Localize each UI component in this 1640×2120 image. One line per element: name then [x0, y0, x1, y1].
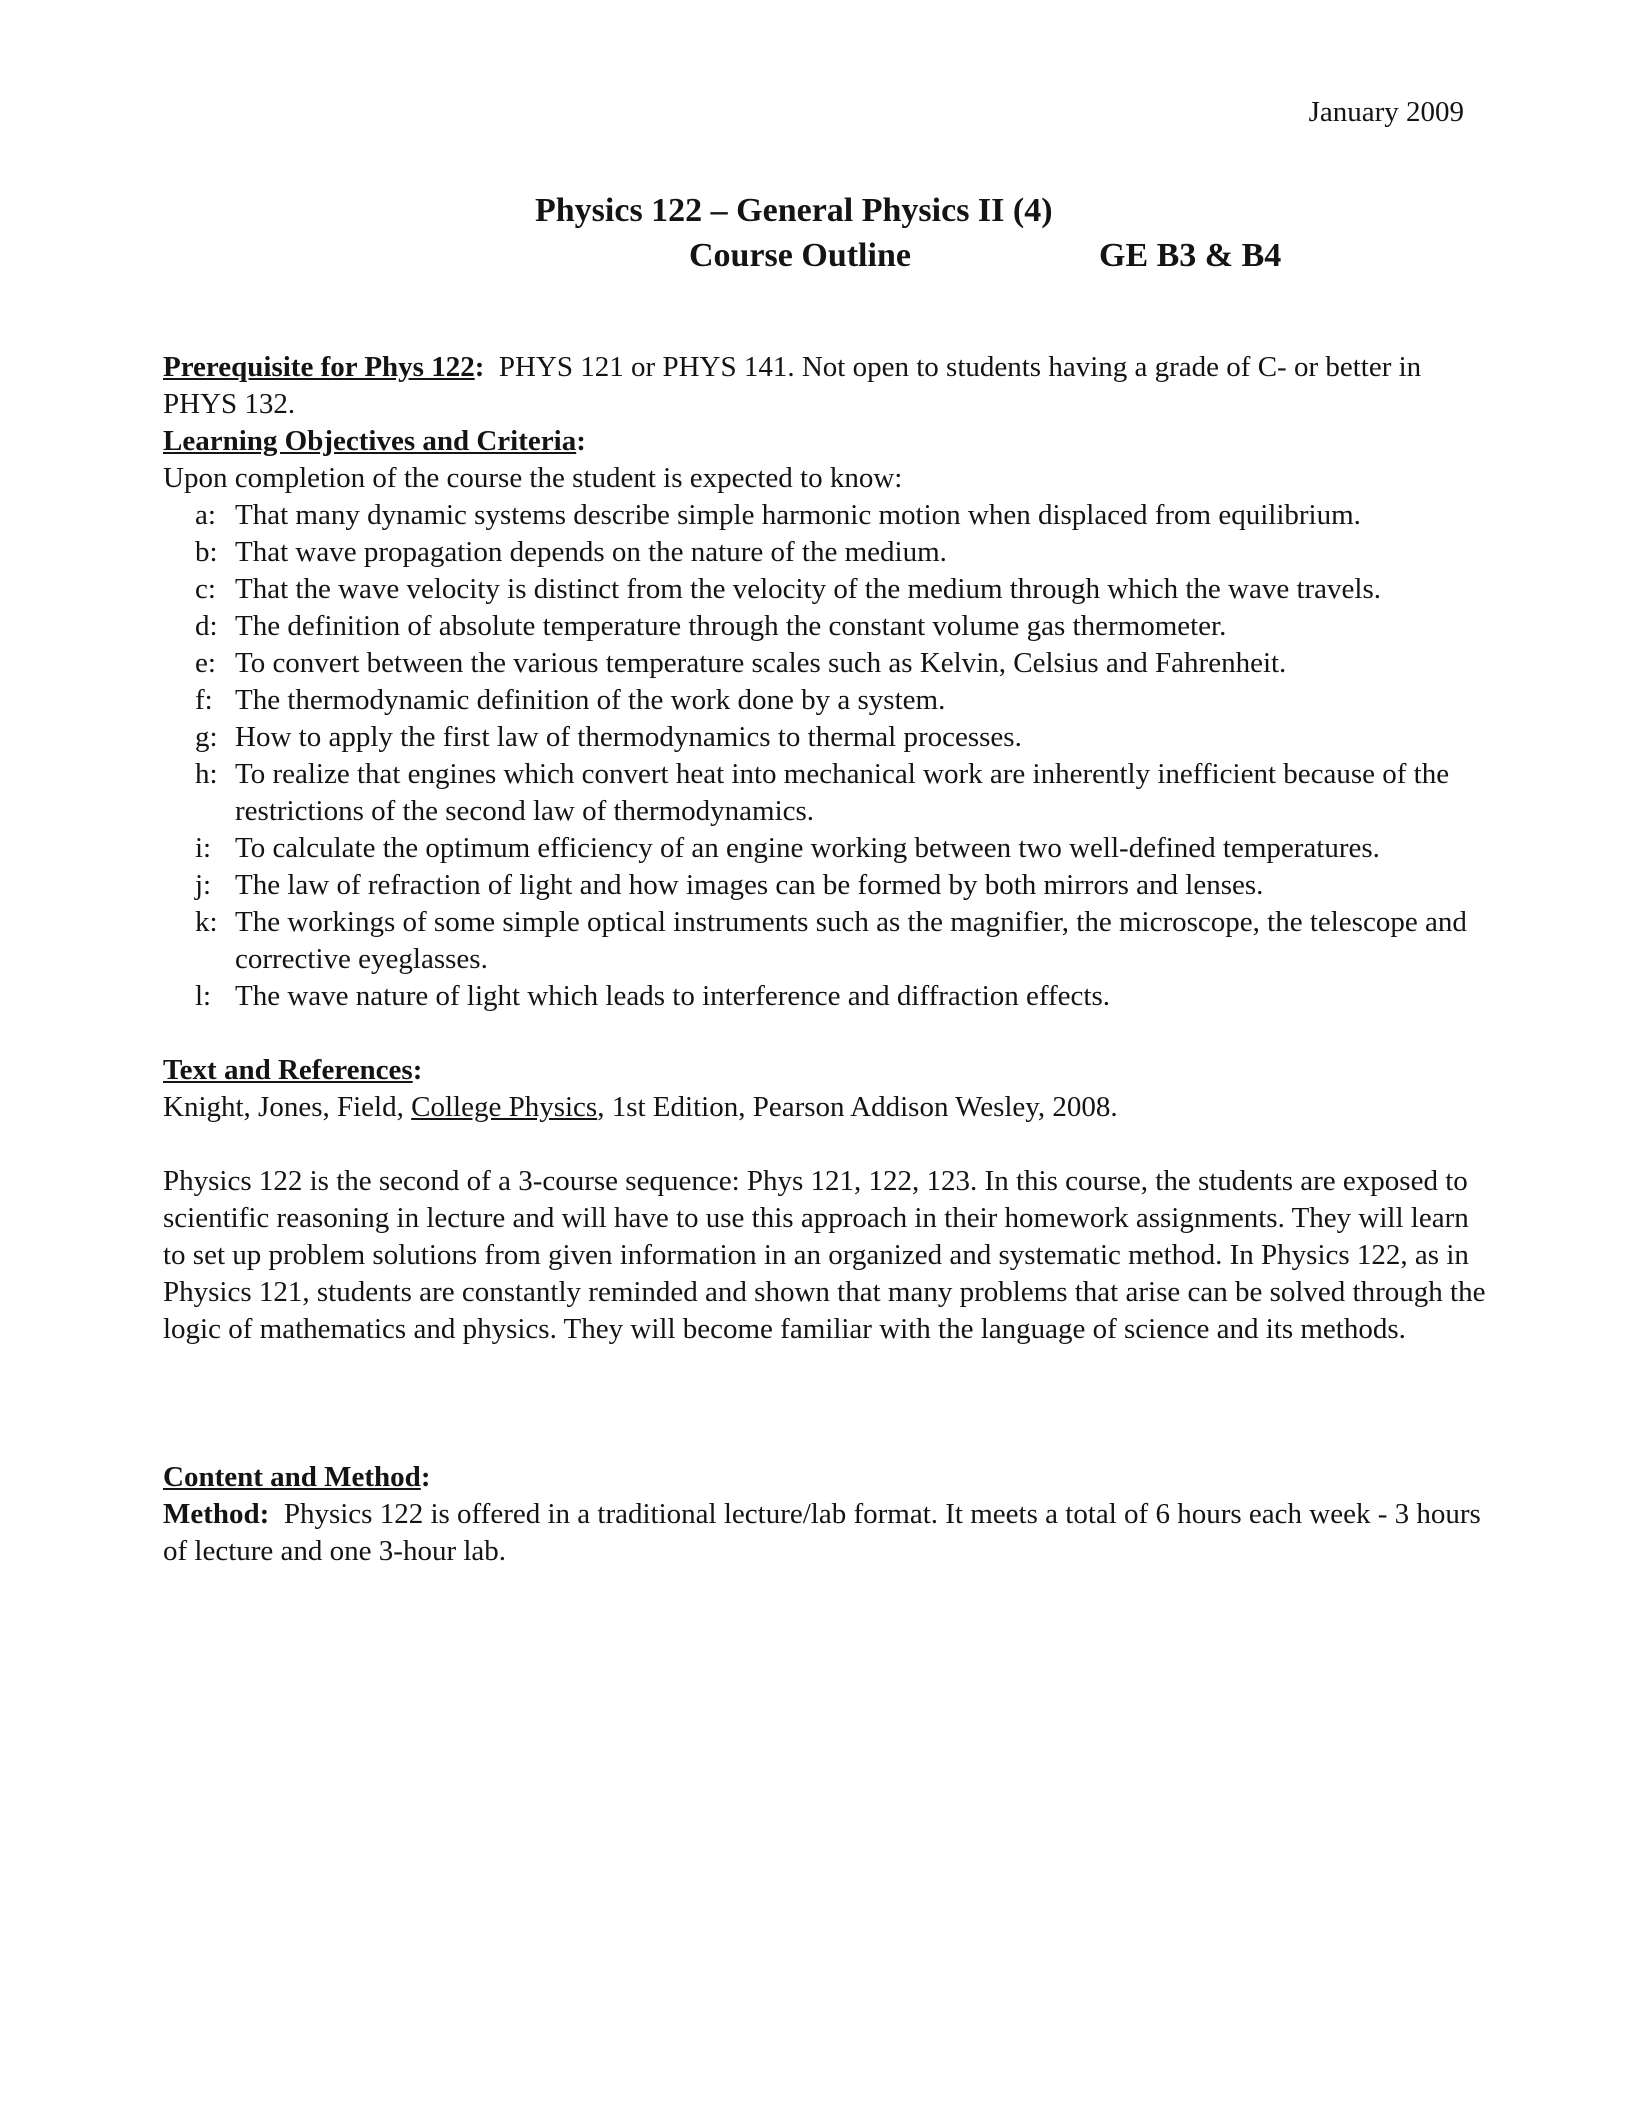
- objectives-heading: Learning Objectives and Criteria: [163, 425, 577, 457]
- course-outline-label: Course Outline: [689, 237, 911, 274]
- objective-item: [163, 867, 1493, 904]
- prerequisite-text: PHYS 121 or PHYS 141. Not open to students having a grade of C- or better in PHYS 132.: [163, 351, 1422, 420]
- objective-text: That wave propagation depends on the nature of the medium.: [235, 536, 947, 568]
- objective-item: [163, 608, 1493, 645]
- method-label: Method:: [163, 1498, 270, 1530]
- objective-text: How to apply the first law of thermodynamics to thermal processes.: [235, 721, 1022, 753]
- objective-letter: a:: [195, 499, 216, 531]
- objective-item: [163, 497, 1493, 534]
- objectives-list: [163, 497, 1493, 1015]
- objective-item: [163, 756, 1493, 830]
- objective-text: The thermodynamic definition of the work done by a system.: [235, 684, 946, 716]
- objective-text: The wave nature of light which leads to interference and diffraction effects.: [235, 980, 1110, 1012]
- objective-item: [163, 682, 1493, 719]
- objective-letter: d:: [195, 610, 218, 642]
- objective-letter: e:: [195, 647, 216, 679]
- objective-letter: k:: [195, 906, 218, 938]
- objectives-intro: Upon completion of the course the student is expected to know:: [163, 462, 903, 494]
- objective-letter: f:: [195, 684, 213, 716]
- objective-item: [163, 830, 1493, 867]
- objective-letter: j:: [195, 869, 212, 901]
- objective-text: That the wave velocity is distinct from the velocity of the medium through which the wave travels.: [235, 573, 1381, 605]
- course-description-paragraph: Physics 122 is the second of a 3-course sequence: Phys 121, 122, 123. In this course, the students are exposed to scientific reasoning in lecture and will have to use this approach in their homework assignments. They will learn to set up problem solutions from given information in an organized and systematic method. In Physics 122, as in Physics 121, students are constantly reminded and shown that many problems that arise can be solved through the logic of mathematics and physics. They will become familiar with the language of science and its methods.: [163, 1165, 1486, 1345]
- course-title: Physics 122 – General Physics II (4): [535, 192, 1053, 229]
- content-method-colon: :: [420, 1461, 431, 1493]
- objective-text: To realize that engines which convert heat into mechanical work are inherently inefficient because of the restrictions of the second law of thermodynamics.: [235, 758, 1450, 827]
- content-method-heading: Content and Method: [163, 1461, 421, 1493]
- objective-letter: h:: [195, 758, 218, 790]
- objective-letter: i:: [195, 832, 212, 864]
- prerequisite-section: [163, 349, 1493, 423]
- objective-letter: l:: [195, 980, 212, 1012]
- objective-item: [163, 534, 1493, 571]
- objective-item: [163, 978, 1493, 1015]
- prerequisite-colon: :: [474, 351, 485, 383]
- reference-authors: Knight, Jones, Field,: [163, 1091, 412, 1123]
- references-colon: :: [412, 1054, 423, 1086]
- references-heading: Text and References: [163, 1054, 413, 1086]
- objective-item: [163, 904, 1493, 978]
- objective-letter: c:: [195, 573, 216, 605]
- objective-text: To calculate the optimum efficiency of an engine working between two well-defined temperatures.: [235, 832, 1380, 864]
- objective-item: [163, 571, 1493, 608]
- objective-item: [163, 645, 1493, 682]
- prerequisite-heading: Prerequisite for Phys 122: [163, 351, 475, 383]
- reference-book-title: College Physics: [411, 1091, 598, 1123]
- references-section: [163, 1052, 1493, 1126]
- objective-item: [163, 719, 1493, 756]
- document-body: [163, 349, 1493, 1570]
- objectives-section: [163, 423, 1493, 1015]
- content-method-heading-row: [163, 1459, 1493, 1496]
- objectives-colon: :: [576, 425, 586, 457]
- reference-details: , 1st Edition, Pearson Addison Wesley, 2008.: [597, 1091, 1118, 1123]
- objective-text: The law of refraction of light and how images can be formed by both mirrors and lenses.: [235, 869, 1264, 901]
- ge-area-label: GE B3 & B4: [1099, 237, 1282, 274]
- objective-text: The definition of absolute temperature through the constant volume gas thermometer.: [235, 610, 1227, 642]
- method-text: Physics 122 is offered in a traditional lecture/lab format. It meets a total of 6 hours each week - 3 hours of lecture and one 3-hour lab.: [163, 1498, 1481, 1567]
- objective-letter: g:: [195, 721, 218, 753]
- spacer: [163, 1348, 1493, 1459]
- method-paragraph: [163, 1496, 1493, 1570]
- objective-text: That many dynamic systems describe simple harmonic motion when displaced from equilibrium.: [235, 499, 1361, 531]
- reference-citation: [163, 1089, 1493, 1126]
- objective-letter: b:: [195, 536, 218, 568]
- document-date: January 2009: [1308, 96, 1464, 128]
- objective-text: The workings of some simple optical instruments such as the magnifier, the microscope, the telescope and corrective eyeglasses.: [235, 906, 1467, 975]
- objective-text: To convert between the various temperature scales such as Kelvin, Celsius and Fahrenheit.: [235, 647, 1287, 679]
